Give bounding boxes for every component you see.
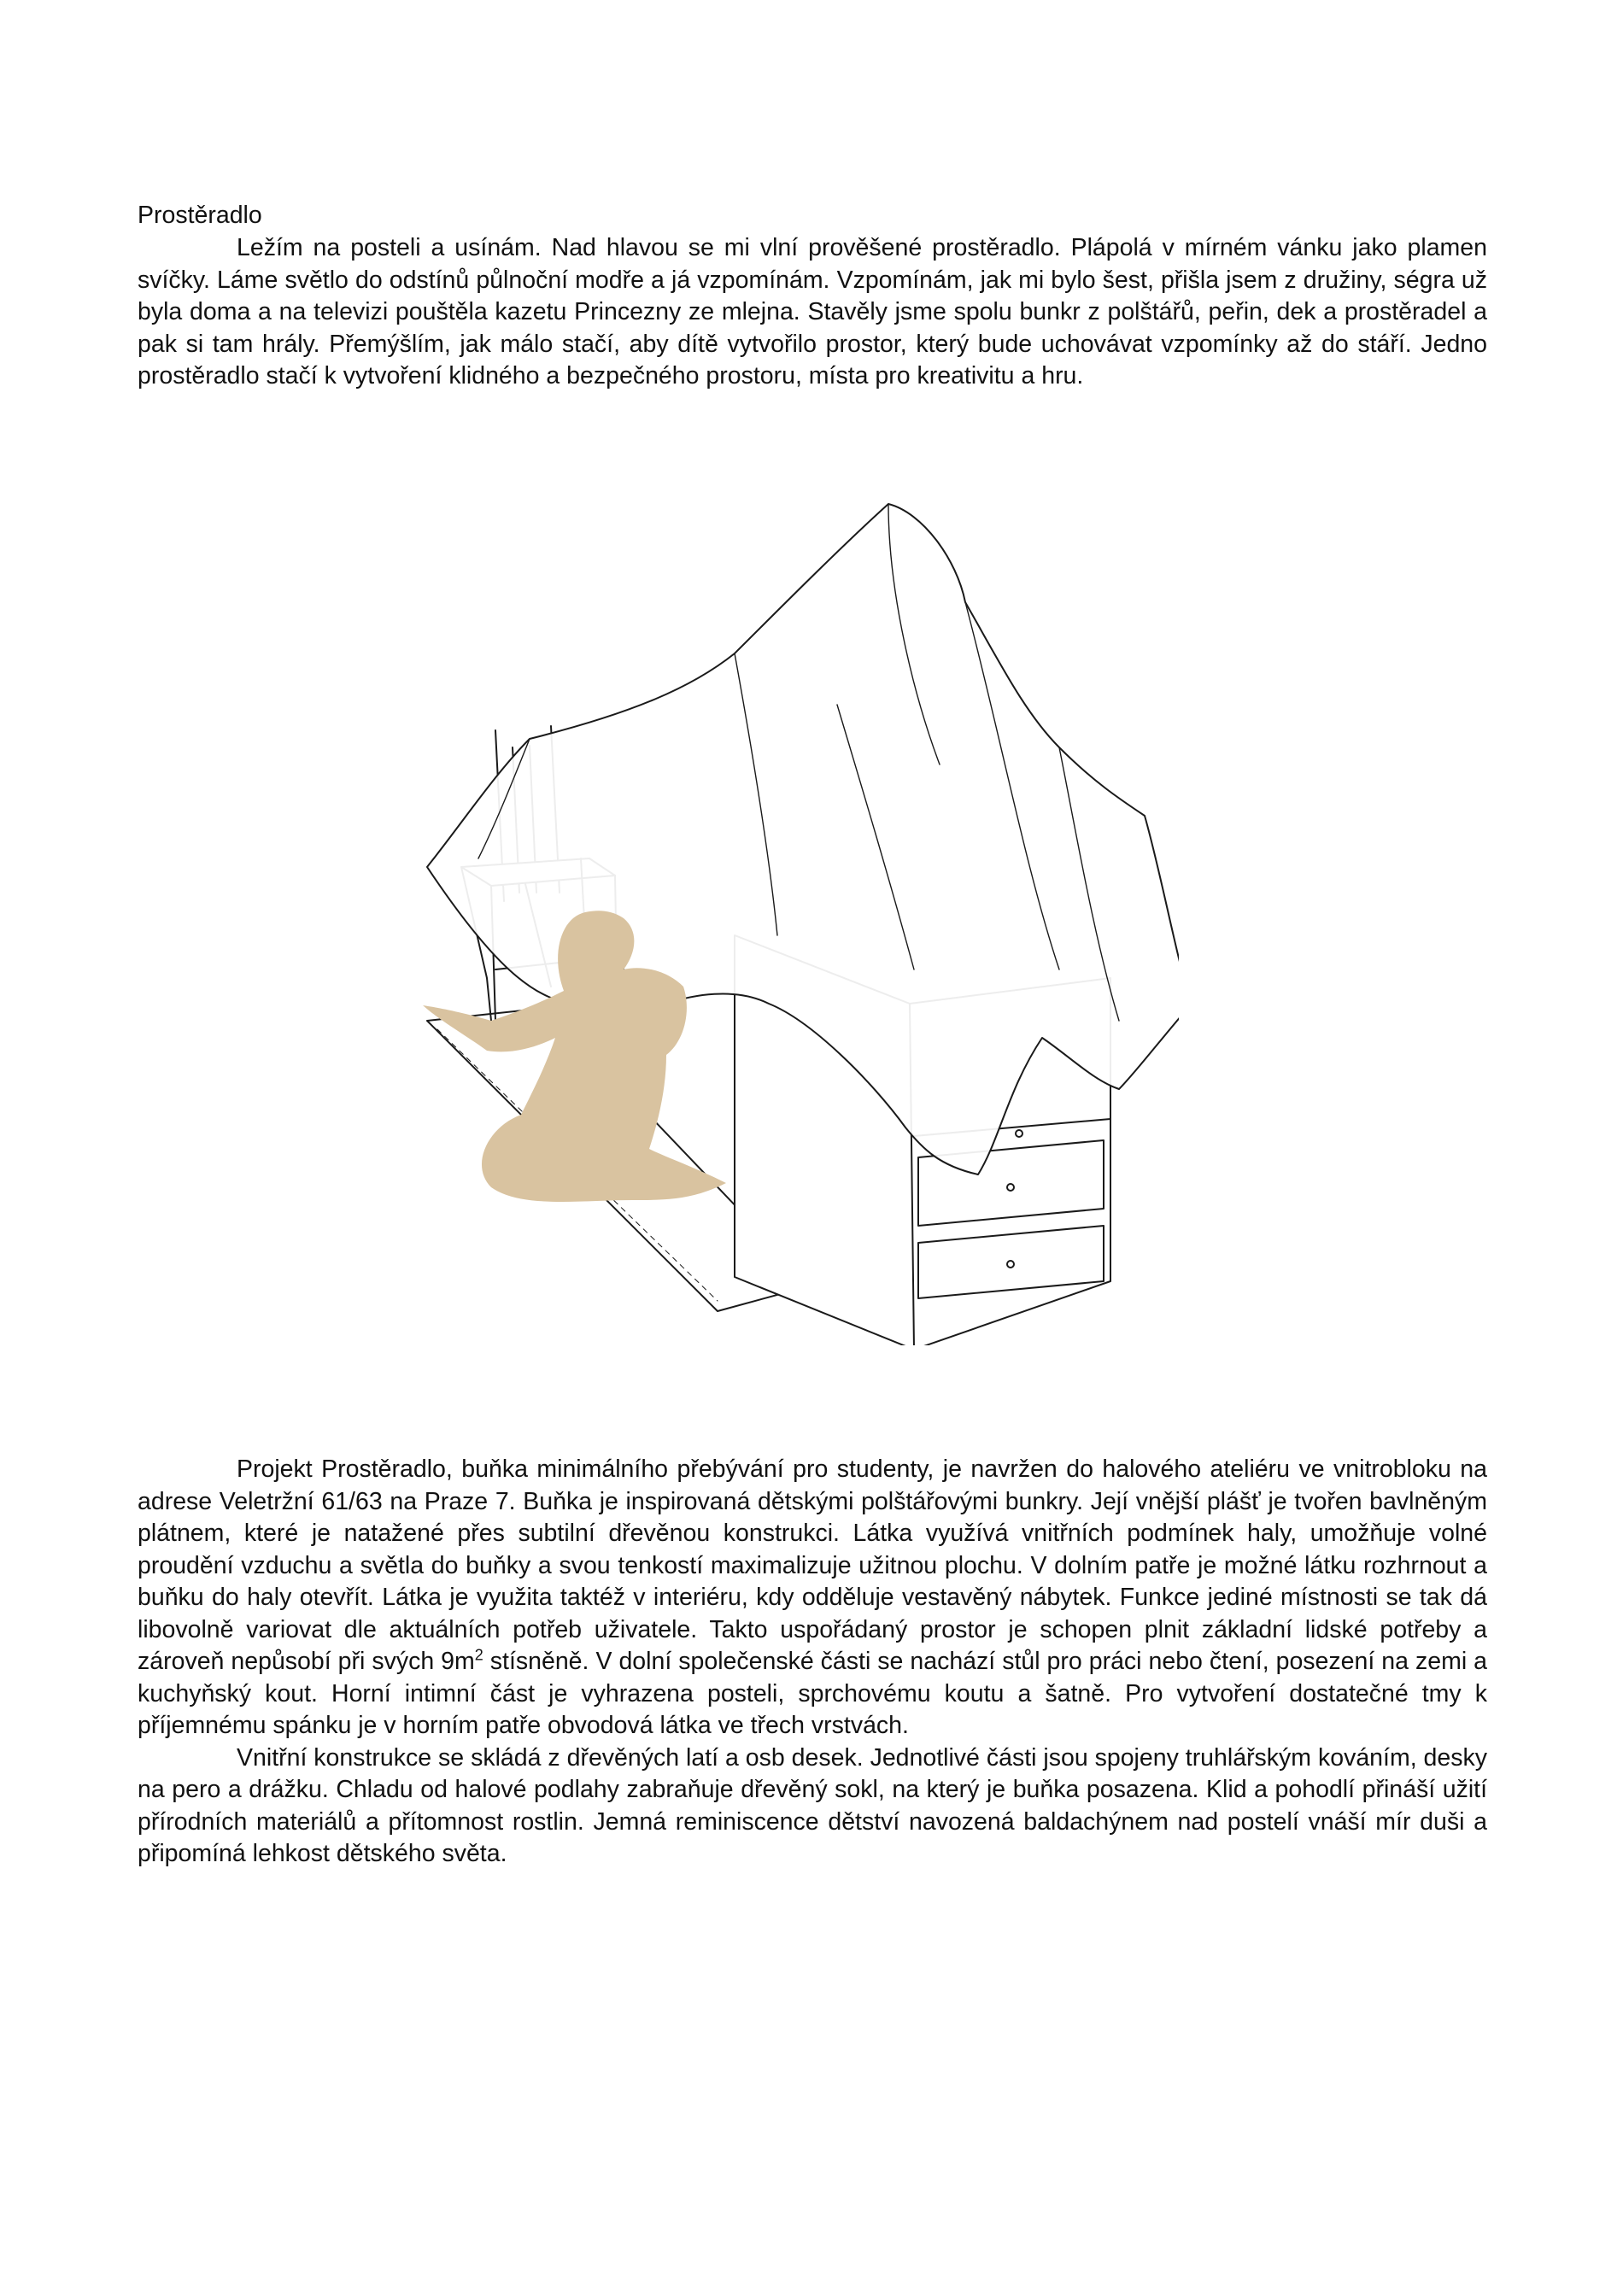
project-paragraph-text-2: stísněně. V dolní společenské části se nachází stůl pro práci nebo čtení, posezení na zemi a kuchyňský kout. Horní intimní část je vyhrazena posteli, sprchovému koutu a šatně. Pro vytvoření dostatečné tmy k příjemnému spánku je v horním patře obvodová látka ve třech vrstvách. [138, 1648, 1487, 1739]
project-paragraph-text-1: Projekt Prostěradlo, buňka minimálního přebývání pro studenty, je navržen do halového ateliéru ve vnitrobloku na adrese Veletržní 61/63 na Praze 7. Buňka je inspirovaná dětskými polštářovými bunkry. Její vnější plášť je tvořen bavlněným plátnem, které je natažené přes subtilní dřevěnou konstrukci. Látka využívá vnitřních podmínek haly, umožňuje volné proudění vzduchu a světla do buňky a svou tenkostí maximalizuje užitnou plochu. V dolním patře je možné látku rozhrnout a buňku do haly otevřít. Látka je využita taktéž v interiéru, kdy odděluje vestavěný nábytek. Funkce jediné místnosti se tak dá libovolně variovat dle aktuálních potřeb uživatele. Takto uspořádaný prostor je schopen plnit základní lidské potřeby a zároveň nepůsobí při svých 9m [138, 1456, 1487, 1675]
fort-illustration [410, 491, 1179, 1345]
intro-section [138, 232, 1487, 393]
project-paragraph [138, 1454, 1487, 1742]
area-unit-superscript: 2 [474, 1646, 483, 1664]
document-title: Prostěradlo [138, 202, 262, 229]
project-section [138, 1454, 1487, 1871]
construction-paragraph: Vnitřní konstrukce se skládá z dřevěných latí a osb desek. Jednotlivé části jsou spojeny truhlářským kováním, desky na pero a drážku. Chladu od halové podlahy zabraňuje dřevěný sokl, na který je buňka posazena. Klid a pohodlí přináší užití přírodních materiálů a přítomnost rostlin. Jemná reminiscence dětství navozená baldachýnem nad postelí vnáší mír duši a připomíná lehkost dětského světa. [138, 1743, 1487, 1867]
intro-paragraph: Ležím na posteli a usínám. Nad hlavou se mi vlní prověšené prostěradlo. Plápolá v mírném vánku jako plamen svíčky. Láme světlo do odstínů půlnoční modře a já vzpomínám. Vzpomínám, jak mi bylo šest, přišla jsem z družiny, ségra už byla doma a na televizi pouštěla kazetu Princezny ze mlejna. Stavěly jsme spolu bunkr z polštářů, peřin, dek a prostěradel a pak si tam hrály. Přemýšlím, jak málo stačí, aby dítě vytvořilo prostor, který bude uchovávat vzpomínky až do stáří. Jedno prostěradlo stačí k vytvoření klidného a bezpečného prostoru, místa pro kreativitu a hru. [138, 234, 1487, 390]
